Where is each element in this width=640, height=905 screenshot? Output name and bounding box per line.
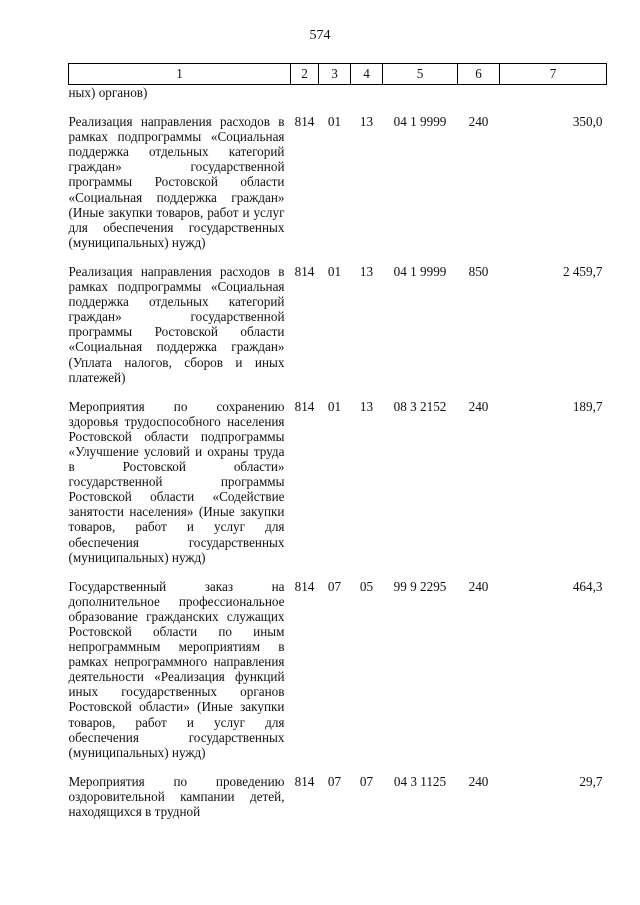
cell-ministry: 814 xyxy=(294,263,315,279)
table-header-row xyxy=(69,64,607,85)
cell-target-article: 04 3 1125 xyxy=(393,773,447,789)
cell-ministry: 814 xyxy=(294,578,315,594)
cell-section: 01 xyxy=(327,263,342,279)
column-header-6: 6 xyxy=(458,64,500,85)
cell-target-article: 99 9 2295 xyxy=(393,578,447,594)
cell-target-article: 04 1 9999 xyxy=(393,114,447,130)
cell-target-article: 08 3 2152 xyxy=(393,398,447,414)
cell-subsection: 05 xyxy=(359,578,374,594)
cell-amount: 350,0 xyxy=(572,114,603,130)
row-description: Мероприятия по сохранению здоровья трудоспособного населения Ростовской области подпрограммы «Улучшение условий и охраны труда в Ростовской области» государственной программы Ростовской области «Содействие занятости населения» (Иные закупки товаров, работ и услуг для обеспечения государственных (муниципальных) нужд) xyxy=(68,398,285,565)
cell-target-article: 04 1 9999 xyxy=(393,263,447,279)
table-row xyxy=(69,579,607,760)
cell-ministry: 814 xyxy=(294,398,315,414)
column-header-3: 3 xyxy=(319,64,351,85)
cell-expense-type: 240 xyxy=(468,773,489,789)
cell-subsection: 13 xyxy=(359,263,374,279)
cell-expense-type: 240 xyxy=(468,114,489,130)
cell-expense-type: 240 xyxy=(468,578,489,594)
cell-section: 01 xyxy=(327,398,342,414)
cell-amount: 29,7 xyxy=(579,773,603,789)
cell-ministry: 814 xyxy=(294,114,315,130)
table-row xyxy=(69,264,607,385)
page-number: 574 xyxy=(309,28,331,43)
cell-subsection: 13 xyxy=(359,398,374,414)
column-header-4: 4 xyxy=(351,64,383,85)
cell-expense-type: 240 xyxy=(468,398,489,414)
continuation-row xyxy=(69,85,607,101)
cell-ministry: 814 xyxy=(294,773,315,789)
table-row xyxy=(69,114,607,250)
budget-table xyxy=(68,63,607,819)
cell-amount: 189,7 xyxy=(572,398,603,414)
column-header-5: 5 xyxy=(383,64,458,85)
cell-amount: 2 459,7 xyxy=(562,263,603,279)
column-header-7: 7 xyxy=(500,64,607,85)
continuation-text: ных) органов) xyxy=(68,85,148,100)
cell-section: 07 xyxy=(327,578,342,594)
column-header-2: 2 xyxy=(291,64,319,85)
cell-subsection: 13 xyxy=(359,114,374,130)
table-row xyxy=(69,399,607,565)
cell-section: 07 xyxy=(327,773,342,789)
column-header-1: 1 xyxy=(69,64,291,85)
cell-expense-type: 850 xyxy=(468,263,489,279)
table-row xyxy=(69,774,607,819)
cell-amount: 464,3 xyxy=(572,578,603,594)
row-description: Государственный заказ на дополнительное профессиональное образование гражданских служащих Ростовской области по иным непрограммным мероприятиям в рамках непрограммного направления деятельности «Реализация функций иных государственных органов Ростовской области» (Иные закупки товаров, работ и услуг для обеспечения государственных (муниципальных) нужд) xyxy=(68,578,285,760)
row-description: Реализация направления расходов в рамках подпрограммы «Социальная поддержка отдельных категорий граждан» государственной программы Ростовской области «Социальная поддержка граждан» (Уплата налогов, сборов и иных платежей) xyxy=(68,263,285,385)
cell-subsection: 07 xyxy=(359,773,374,789)
row-description: Реализация направления расходов в рамках подпрограммы «Социальная поддержка отдельных категорий граждан» государственной программы Ростовской области «Социальная поддержка граждан» (Иные закупки товаров, работ и услуг для обеспечения государственных (муниципальных) нужд) xyxy=(68,114,285,250)
cell-section: 01 xyxy=(327,114,342,130)
row-description: Мероприятия по проведению оздоровительной кампании детей, находящихся в трудной xyxy=(68,773,285,820)
